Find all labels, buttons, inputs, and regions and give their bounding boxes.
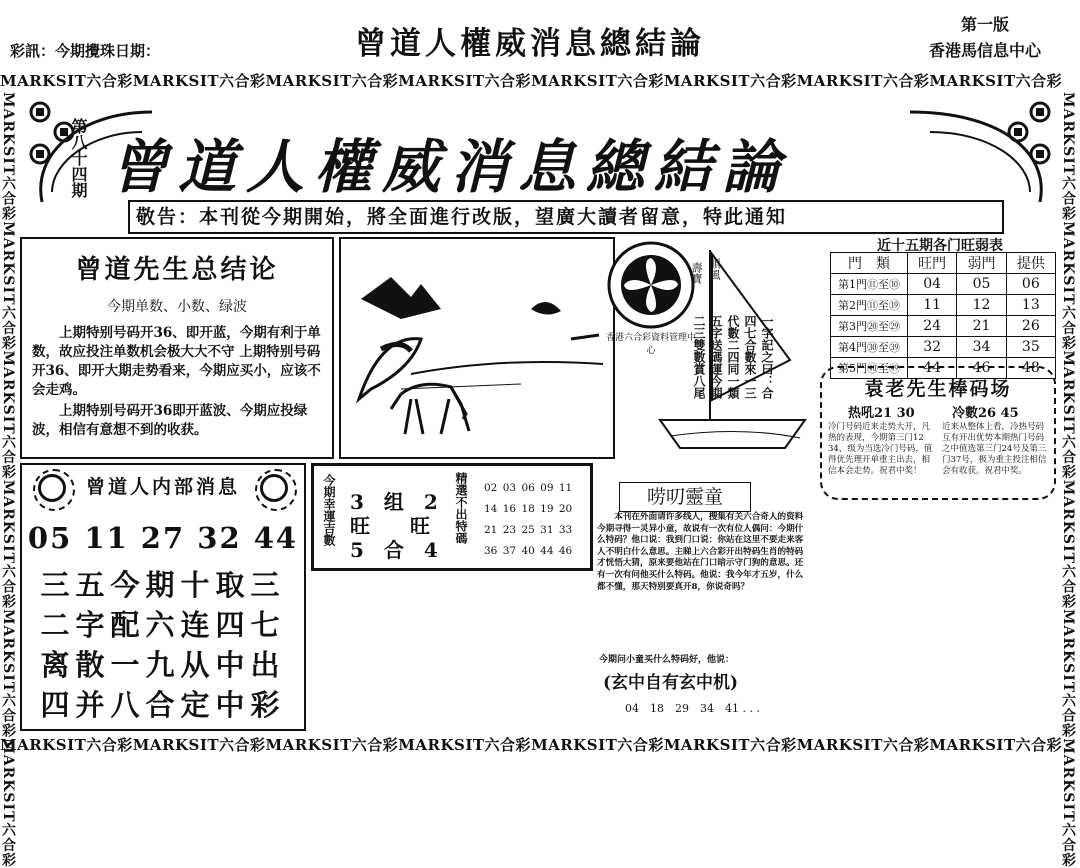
old-man-left-text: 冷门号码近来走势大开，凡热的表现，今期第三门12 34，级为当选冷门号码，值得优先理开单重主出去，相信本会走势。祝君中奖！ xyxy=(828,422,933,476)
table-row xyxy=(831,316,1056,337)
riddle-question: 今期问小童买什么特码好，他说： xyxy=(599,655,735,665)
riddle-answer: (玄中自有玄中机) xyxy=(603,673,739,693)
inside-title-row xyxy=(22,465,304,509)
table-cell: 32 xyxy=(908,337,957,358)
inside-line: 三五今期十取三 xyxy=(40,568,286,602)
lucky-vertical-label: 今期幸運吉數 xyxy=(322,474,336,546)
edition-label: 第一版 xyxy=(960,15,1009,34)
sail-verse-line: 四七合數來一三 xyxy=(743,315,757,399)
summary-box xyxy=(20,237,334,459)
grid-row: 36 37 40 44 46 xyxy=(484,545,573,557)
lucky-number-grid xyxy=(484,478,572,562)
column-header: 提供 xyxy=(1006,253,1055,274)
table-cell: 第4門㉚至㊴ xyxy=(831,337,908,358)
riddle-body: 本刊在外面请许多线人，搜集有关六合奇人的资料今期寻得一灵异小童，故说有一次有位人偶问：今期什么特码？他口说：我到门口说：你站在这里不要走来客人不明白什么意思。主睇上六合彩开出特码生肖的特码才恍悟大猜，原来要他站在门口暗示守门狗的意思。还有一次有问他买什么特码。他说：我今年才五岁，什么都不懂，那天特别要真开8，你说奇吗？ xyxy=(597,512,804,592)
table-cell: 46 xyxy=(957,358,1006,379)
grid-row: 14 16 18 19 20 xyxy=(484,503,573,515)
summary-paragraph-1: 上期特别号码开36、即开蓝，今期有利于单数，故应投注单数机会极大大不守 上期特别号码开36、即开大期走势看来，今期应买小，应该不会走鸡。 xyxy=(32,325,321,398)
table-cell: 26 xyxy=(1006,316,1055,337)
issue-number: 第八十四期 xyxy=(69,118,88,198)
table-row xyxy=(831,337,1056,358)
riddle-title: 唠叨靈童 xyxy=(619,482,751,512)
sail-verse-line: 代數二四同一類 xyxy=(726,315,740,399)
table-cell: 04 xyxy=(908,274,957,295)
bottom-border-band: MARKSIT六合彩MARKSIT六合彩MARKSIT六合彩MARKSIT六合彩MARKSIT六合彩MARKSIT六合彩MARKSIT六合彩MARKSIT六合彩 xyxy=(0,736,1063,754)
emblem-caption: 香港六合彩資料管理中心 xyxy=(606,333,697,356)
summary-paragraph-2: 上期特别号码开36即开蓝波、今期应投绿波，相信有意想不到的收获。 xyxy=(32,403,308,438)
inside-line: 离散一九从中出 xyxy=(40,648,286,682)
sail-second-label: 壽寶 xyxy=(690,262,703,284)
sail-verse-line: 一字記之曰：合 xyxy=(760,315,774,399)
summary-title: 曾道先生总结论 xyxy=(75,255,279,285)
rank-table-title: 近十五期各门旺弱表 xyxy=(877,238,1003,254)
table-cell: 21 xyxy=(957,316,1006,337)
old-man-box xyxy=(820,366,1056,500)
lucky-right-label: 精選不出特碼 xyxy=(454,472,468,544)
table-cell: 第2門⑪至⑲ xyxy=(831,295,908,316)
riddle-numbers: 04 18 29 34 41 . . . xyxy=(625,702,760,715)
left-border-band: MARKSIT六合彩MARKSIT六合彩MARKSIT六合彩MARKSIT六合彩MARKSIT六合彩MARKSIT六合彩 xyxy=(0,92,16,868)
table-row xyxy=(831,295,1056,316)
sail-top-label: 順風 xyxy=(708,258,721,280)
page-title: 曾道人權威消息總結論 xyxy=(355,26,705,62)
table-cell: 44 xyxy=(908,358,957,379)
sail-verse xyxy=(690,315,775,415)
column-header: 旺門 xyxy=(908,253,957,274)
sail-verse-line: 二三雙數賞八尾 xyxy=(692,315,706,399)
cold-numbers-label: 冷數26 45 xyxy=(952,406,1019,421)
table-cell: 05 xyxy=(957,274,1006,295)
table-row xyxy=(831,274,1056,295)
top-border-band: MARKSIT六合彩MARKSIT六合彩MARKSIT六合彩MARKSIT六合彩MARKSIT六合彩MARKSIT六合彩MARKSIT六合彩MARKSIT六合彩 xyxy=(0,72,1063,90)
sail-verse-line: 五字送碼運今期 xyxy=(709,315,723,399)
grid-row: 21 23 25 31 33 xyxy=(484,524,573,536)
lucky-numbers-box xyxy=(311,463,593,571)
rank-table xyxy=(830,252,1056,379)
lucky-row-2: 旺 旺 xyxy=(350,514,430,538)
old-man-right-text: 近来从整体上看，冷热号码互有开出优势本期热门号码之中值选第三门24号及第三门37号，极为重主投注相信会有收获。祝君中奖。 xyxy=(942,422,1047,476)
grid-row: 02 03 06 09 11 xyxy=(484,482,573,494)
table-cell: 48 xyxy=(1006,358,1055,379)
table-cell: 34 xyxy=(957,337,1006,358)
lucky-row-1: 3 组 2 xyxy=(350,490,438,514)
sun-icon xyxy=(260,474,288,502)
summary-subtitle: 今期单数、小数、绿波 xyxy=(107,299,247,315)
table-cell: 11 xyxy=(908,295,957,316)
right-border-band: MARKSIT六合彩MARKSIT六合彩MARKSIT六合彩MARKSIT六合彩MARKSIT六合彩MARKSIT六合彩 xyxy=(1060,92,1076,868)
riddle-section xyxy=(595,476,810,732)
table-cell: 35 xyxy=(1006,337,1055,358)
table-cell: 24 xyxy=(908,316,957,337)
table-cell: 第1門⑪至⑩ xyxy=(831,274,908,295)
publisher-label: 香港馬信息中心 xyxy=(928,41,1041,60)
hot-numbers-label: 热吼21 30 xyxy=(848,406,915,421)
inside-line: 二字配六连四七 xyxy=(40,608,286,642)
banner-title: 曾道人權威消息總結論 xyxy=(110,133,791,201)
inside-info-box xyxy=(20,463,306,731)
column-header: 門 類 xyxy=(831,253,908,274)
table-cell: 13 xyxy=(1006,295,1055,316)
inside-numbers: 05 11 27 32 44 xyxy=(27,521,299,555)
table-cell: 12 xyxy=(957,295,1006,316)
table-cell: 06 xyxy=(1006,274,1055,295)
horse-landscape-image xyxy=(341,239,613,457)
inside-title: 曾道人内部消息 xyxy=(85,476,240,498)
table-cell: 第5門㊵至㊾ xyxy=(831,358,908,379)
table-cell: 第3門⑳至㉙ xyxy=(831,316,908,337)
landscape-illustration xyxy=(339,237,615,459)
inside-line: 四并八合定中彩 xyxy=(40,688,286,722)
column-header: 弱門 xyxy=(957,253,1006,274)
old-man-title: 袁老先生棒码场 xyxy=(864,378,1012,400)
lucky-row-3: 5 合 4 xyxy=(350,538,438,562)
draw-date-label: 彩訊：今期攪珠日期： xyxy=(10,42,161,60)
table-header-row xyxy=(831,253,1056,274)
notice-bar: 敬告：本刊從今期開始，將全面進行改版，望廣大讀者留意，特此通知 xyxy=(128,200,1004,234)
sun-icon xyxy=(38,474,66,502)
